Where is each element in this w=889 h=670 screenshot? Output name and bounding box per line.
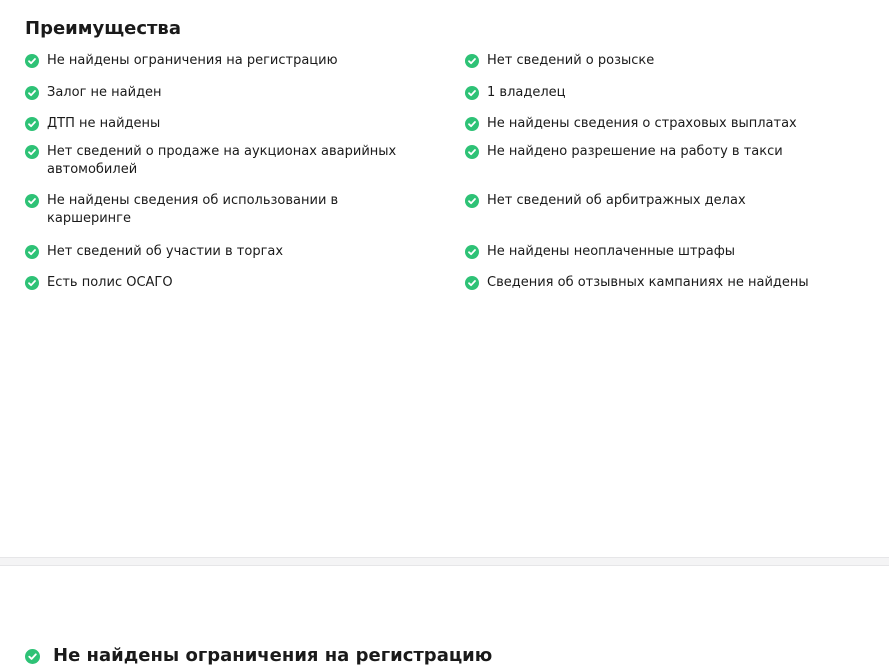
advantage-label: Залог не найден — [47, 85, 162, 100]
advantage-label: Есть полис ОСАГО — [47, 275, 173, 290]
advantage-item — [465, 243, 880, 274]
advantage-item — [25, 52, 465, 84]
advantage-label: Не найдено разрешение на работу в такси — [487, 144, 783, 159]
section-title: Преимущества — [25, 18, 181, 39]
advantages-section — [25, 18, 880, 298]
check-circle-icon — [465, 117, 479, 131]
advantage-label: Нет сведений о розыске — [487, 53, 655, 68]
advantage-item — [465, 115, 880, 143]
advantage-label: Сведения об отзывных кампаниях не найдены — [487, 275, 809, 290]
check-circle-icon — [465, 54, 479, 68]
check-circle-icon — [465, 245, 479, 259]
check-circle-icon — [25, 245, 39, 259]
advantage-label: ДТП не найдены — [47, 116, 161, 131]
advantage-item — [25, 243, 465, 274]
check-circle-icon — [25, 86, 39, 100]
advantage-item — [25, 143, 465, 192]
advantage-item — [25, 274, 465, 298]
advantage-item — [465, 52, 880, 84]
check-circle-icon — [25, 194, 39, 208]
check-circle-icon — [25, 276, 39, 290]
advantage-item — [465, 84, 880, 115]
section-divider — [0, 557, 889, 566]
check-circle-icon — [25, 117, 39, 131]
advantage-label: Нет сведений об участии в торгах — [47, 244, 284, 259]
advantage-label: Не найдены сведения об использовании в каршеринге — [47, 193, 339, 226]
advantage-label: Нет сведений об арбитражных делах — [487, 193, 746, 208]
check-circle-icon — [25, 145, 39, 159]
advantage-label: Не найдены неоплаченные штрафы — [487, 244, 736, 259]
check-circle-icon — [465, 86, 479, 100]
advantage-item — [465, 274, 880, 298]
check-circle-icon — [25, 54, 39, 68]
advantage-label: Не найдены сведения о страховых выплатах — [487, 116, 797, 131]
check-circle-icon — [465, 194, 479, 208]
advantage-item — [465, 143, 880, 192]
advantage-item — [25, 84, 465, 115]
advantages-grid — [25, 52, 880, 298]
advantage-item — [25, 192, 465, 243]
advantage-label: 1 владелец — [487, 85, 566, 100]
detail-title: Не найдены ограничения на регистрацию — [53, 645, 493, 666]
check-circle-icon — [465, 276, 479, 290]
detail-heading — [25, 644, 492, 668]
advantage-item — [25, 115, 465, 143]
advantage-label: Не найдены ограничения на регистрацию — [47, 53, 338, 68]
check-circle-icon — [465, 145, 479, 159]
check-circle-icon — [25, 649, 40, 664]
advantage-label: Нет сведений о продаже на аукционах аварийных автомобилей — [47, 144, 397, 177]
advantage-item — [465, 192, 880, 243]
